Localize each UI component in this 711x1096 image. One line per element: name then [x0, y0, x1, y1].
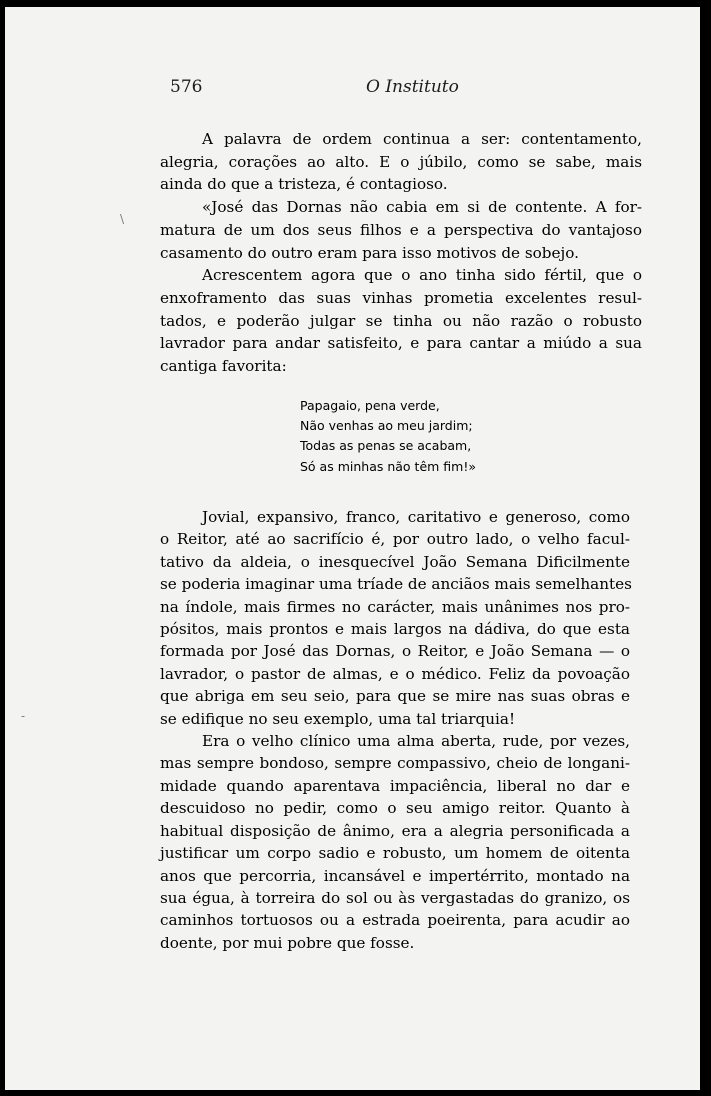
text-line: caminhos tortuosos ou a estrada poeirenta, para acudir ao [160, 911, 630, 930]
paragraph [160, 506, 630, 730]
text-line: mas sempre bondoso, sempre compassivo, cheio de longani- [160, 754, 630, 773]
text-line: tados, e poderão julgar se tinha ou não razão o robusto [160, 311, 642, 330]
page-number: 576 [170, 77, 203, 97]
text-line: habitual disposição de ânimo, era a alegria personificada a [160, 821, 630, 840]
paragraph [160, 730, 630, 954]
margin-mark: - [21, 709, 26, 723]
text-line: lavrador, o pastor de almas, e o médico. Feliz da povoação [160, 664, 630, 683]
text-line: enxoframento das suas vinhas prometia excelentes resul- [160, 288, 642, 307]
text-line: matura de um dos seus filhos e a perspectiva do vantajoso [160, 220, 642, 239]
text-line: descuidoso no pedir, como o seu amigo reitor. Quanto à [160, 799, 630, 818]
text-line: lavrador para andar satisfeito, e para cantar a miúdo a sua [160, 334, 642, 353]
text-line: que abriga em seu seio, para que se mire nas suas obras e [160, 687, 630, 706]
text-line: tativo da aldeia, o inesquecível João Semana Dificilmente [160, 552, 630, 571]
text-line: casamento do outro eram para isso motivos de sobejo. [160, 243, 579, 262]
text-line: justificar um corpo sadio e robusto, um homem de oitenta [160, 844, 630, 863]
text-line: midade quando aparentava impaciência, liberal no dar e [160, 776, 630, 795]
text-line: Acrescentem agora que o ano tinha sido fértil, que o [202, 266, 642, 285]
verse-line: Não venhas ao meu jardim; [300, 418, 473, 434]
verse-block [300, 396, 476, 477]
verse-line: Todas as penas se acabam, [300, 438, 472, 454]
text-line: ainda do que a tristeza, é contagioso. [160, 175, 448, 194]
paragraph [160, 128, 642, 196]
text-line: doente, por mui pobre que fosse. [160, 933, 415, 952]
text-line: pósitos, mais prontos e mais largos na dádiva, do que esta [160, 620, 630, 639]
text-line: alegria, corações ao alto. E o júbilo, como se sabe, mais [160, 152, 642, 171]
text-line: se poderia imaginar uma tríade de anciãos mais semelhantes [160, 575, 632, 594]
text-line: Era o velho clínico uma alma aberta, rude, por vezes, [202, 732, 630, 751]
text-line: se edifique no seu exemplo, uma tal triarquia! [160, 709, 516, 728]
text-line: A palavra de ordem continua a ser: contentamento, [202, 130, 642, 148]
text-line: sua égua, à torreira do sol ou às vergastadas do granizo, os [160, 888, 630, 907]
body-text-bottom [160, 506, 630, 954]
text-line: cantiga favorita: [160, 357, 287, 376]
paragraph [160, 196, 642, 264]
margin-mark: \ [120, 212, 125, 226]
text-line: «José das Dornas não cabia em si de contente. A for- [202, 198, 642, 217]
text-line: formada por José das Dornas, o Reitor, e João Semana — o [160, 642, 630, 661]
text-line: anos que percorria, incansável e impertérrito, montado na [160, 866, 630, 885]
paragraph [160, 264, 642, 378]
text-line: na índole, mais firmes no carácter, mais unânimes nos pro- [160, 597, 630, 616]
verse-line: Só as minhas não têm fim!» [300, 458, 476, 474]
page-header [170, 77, 570, 101]
running-title: O Instituto [366, 77, 459, 97]
text-line: o Reitor, até ao sacrifício é, por outro lado, o velho facul- [160, 530, 630, 549]
body-text-top [160, 128, 642, 378]
text-line: Jovial, expansivo, franco, caritativo e generoso, como [202, 508, 630, 526]
verse-line: Papagaio, pena verde, [300, 398, 440, 413]
